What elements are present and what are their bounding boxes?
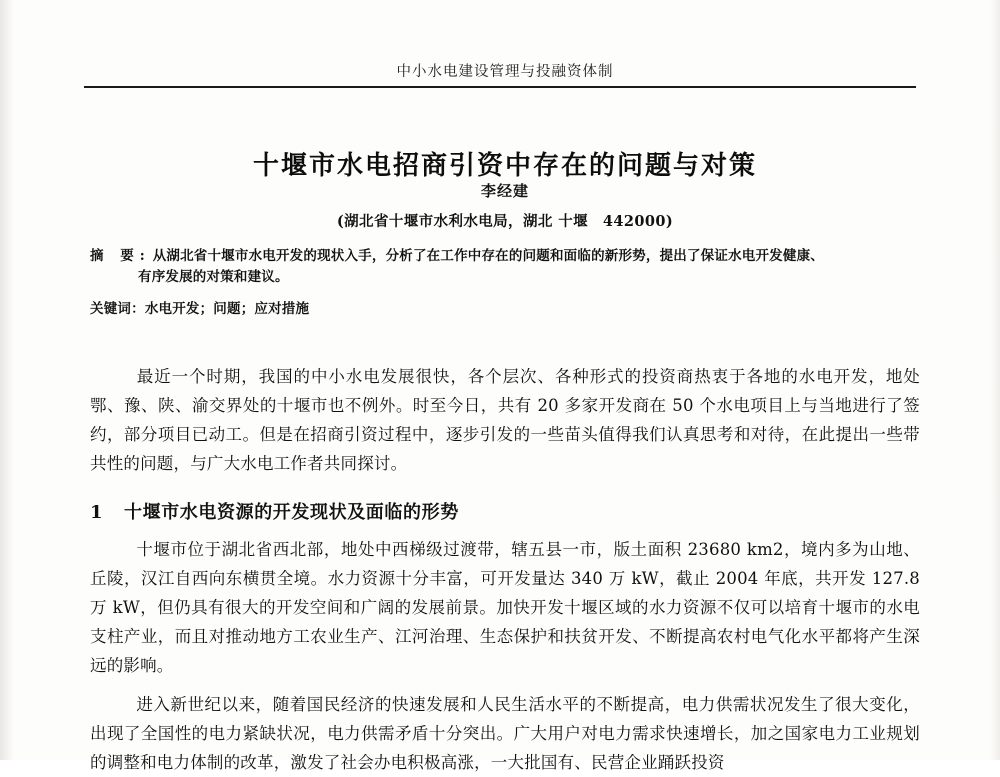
abstract-line-2: 有序发展的对策和建议。 xyxy=(138,269,289,285)
author-affiliation: (湖北省十堰市水利水电局，湖北 十堰 442000) xyxy=(336,213,674,230)
paragraph-text: 最近一个时期，我国的中小水电发展很快，各个层次、各种形式的投资商热衷于各地的水电开发，地处鄂、豫、陕、渝交界处的十堰市也不例外。时至今日，共有 20 多家开发商在 50 个水电项目上与当地进行了签约，部分项目已动工。但是在招商引资过程中，逐步引发的一些苗头值得我们认真思考和对待，在此提出一些带共性的问题，与广大水电工作者共同探讨。 xyxy=(90,366,920,473)
paragraph-section1-a xyxy=(90,535,920,680)
scan-edge-right xyxy=(990,0,1000,760)
page-content xyxy=(90,0,920,772)
paragraph-section1-b xyxy=(90,690,920,777)
running-head: 中小水电建设管理与投融资体制 xyxy=(396,64,614,80)
author-name: 李经建 xyxy=(480,182,529,200)
section-number: 1 xyxy=(90,501,104,523)
keywords-label: 关键词： xyxy=(90,301,145,317)
paragraph-introduction xyxy=(90,362,920,478)
abstract-block xyxy=(90,246,920,288)
abstract-label: 摘 要: xyxy=(90,248,151,264)
section-heading-1 xyxy=(90,498,920,524)
abstract-line-1: 从湖北省十堰市水电开发的现状入手，分析了在工作中存在的问题和面临的新形势，提出了保证水电开发健康、 xyxy=(152,248,824,264)
header-rule xyxy=(84,86,916,88)
keywords-block xyxy=(90,299,920,319)
scan-edge-left xyxy=(0,0,14,760)
paragraph-text: 十堰市位于湖北省西北部，地处中西梯级过渡带，辖五县一市，版土面积 23680 km2，境内多为山地、丘陵，汉江自西向东横贯全境。水力资源十分丰富，可开发量达 340 万 kW，截止 2004 年底，共开发 127.8 万 kW，但仍具有很大的开发空间和广阔的发展前景。加快开发十堰区域的水力资源不仅可以培育十堰市的水电支柱产业，而且对推动地方工农业生产、江河治理、生态保护和扶贫开发、不断提高农村电气化水平都将产生深远的影响。 xyxy=(90,539,920,675)
paragraph-text: 进入新世纪以来，随着国民经济的快速发展和人民生活水平的不断提高，电力供需状况发生了很大变化，出现了全国性的电力紧缺状况，电力供需矛盾十分突出。广大用户对电力需求快速增长，加之国家电力工业规划的调整和电力体制的改革，激发了社会办电积极高涨，一大批国有、民营企业踊跃投资 xyxy=(90,694,920,772)
section-title: 十堰市水电资源的开发现状及面临的形势 xyxy=(124,501,459,523)
page-title: 十堰市水电招商引资中存在的问题与对策 xyxy=(252,151,757,182)
keywords-text: 水电开发；问题；应对措施 xyxy=(144,301,310,317)
